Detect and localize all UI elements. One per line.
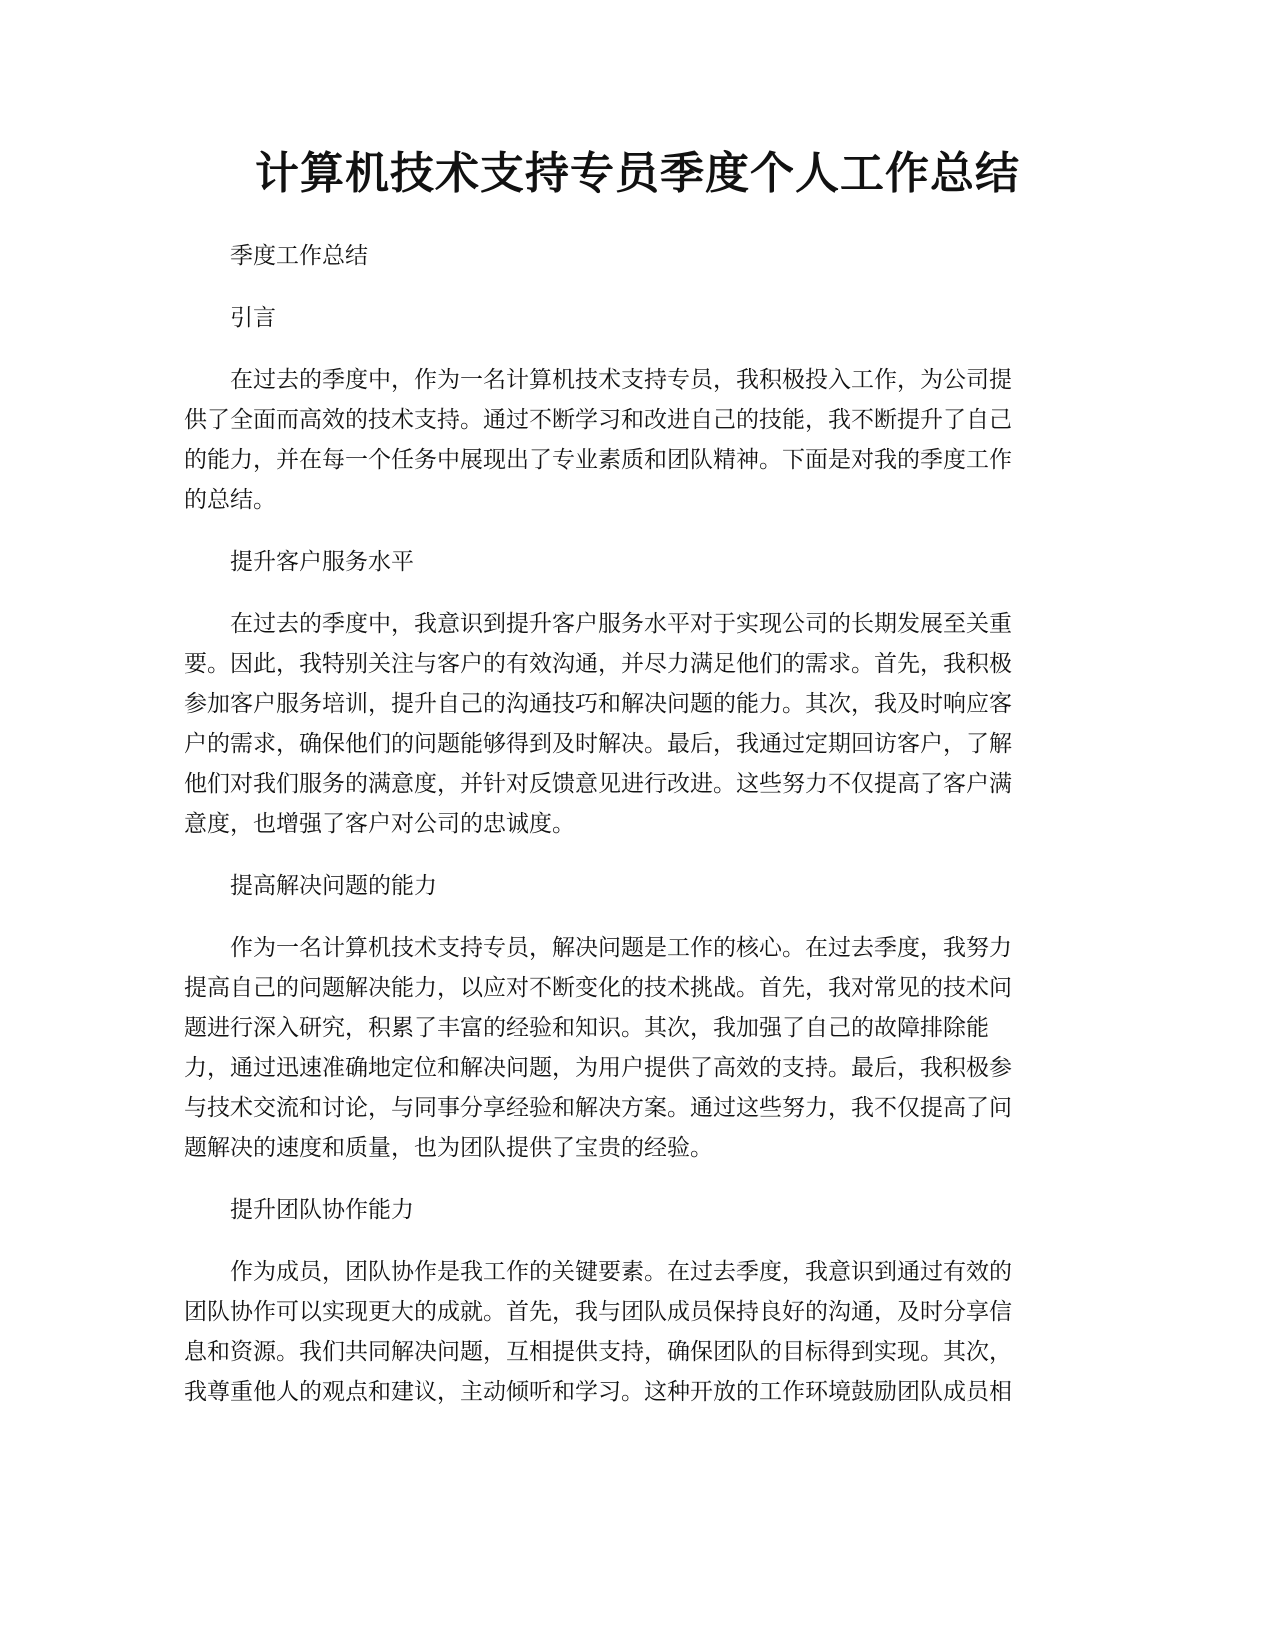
paragraph	[184, 604, 1084, 844]
paragraph	[184, 1252, 1084, 1412]
section-heading: 提升团队协作能力	[230, 1197, 414, 1223]
paragraph-line: 供了全面而高效的技术支持。通过不断学习和改进自己的技能，我不断提升了自己	[184, 407, 1012, 433]
paragraph-line: 息和资源。我们共同解决问题，互相提供支持，确保团队的目标得到实现。其次，	[184, 1339, 1012, 1365]
paragraph	[184, 360, 1084, 520]
paragraph-line: 要。因此，我特别关注与客户的有效沟通，并尽力满足他们的需求。首先，我积极	[184, 651, 1012, 677]
paragraph-line: 团队协作可以实现更大的成就。首先，我与团队成员保持良好的沟通，及时分享信	[184, 1299, 1012, 1325]
section-heading: 提高解决问题的能力	[230, 873, 437, 899]
paragraph-line: 题解决的速度和质量，也为团队提供了宝贵的经验。	[184, 1135, 713, 1161]
paragraph-line: 作为一名计算机技术支持专员，解决问题是工作的核心。在过去季度，我努力	[230, 935, 1012, 961]
paragraph-line: 在过去的季度中，作为一名计算机技术支持专员，我积极投入工作，为公司提	[230, 367, 1012, 393]
paragraph-line: 力，通过迅速准确地定位和解决问题，为用户提供了高效的支持。最后，我积极参	[184, 1055, 1012, 1081]
paragraph-line: 在过去的季度中，我意识到提升客户服务水平对于实现公司的长期发展至关重	[230, 611, 1012, 637]
paragraph-line: 与技术交流和讨论，与同事分享经验和解决方案。通过这些努力，我不仅提高了问	[184, 1095, 1012, 1121]
section-heading: 提升客户服务水平	[230, 549, 414, 575]
paragraph-line: 参加客户服务培训，提升自己的沟通技巧和解决问题的能力。其次，我及时响应客	[184, 691, 1012, 717]
document-title: 计算机技术支持专员季度个人工作总结	[255, 148, 1020, 199]
paragraph-line: 提高自己的问题解决能力，以应对不断变化的技术挑战。首先，我对常见的技术问	[184, 975, 1012, 1001]
paragraph-line: 的能力，并在每一个任务中展现出了专业素质和团队精神。下面是对我的季度工作	[184, 447, 1012, 473]
paragraph-line: 题进行深入研究，积累了丰富的经验和知识。其次，我加强了自己的故障排除能	[184, 1015, 989, 1041]
paragraph-line: 我尊重他人的观点和建议，主动倾听和学习。这种开放的工作环境鼓励团队成员相	[184, 1379, 1012, 1405]
section-heading: 引言	[230, 305, 276, 331]
paragraph-line: 他们对我们服务的满意度，并针对反馈意见进行改进。这些努力不仅提高了客户满	[184, 771, 1012, 797]
document-body	[184, 236, 1084, 1434]
paragraph	[184, 928, 1084, 1168]
paragraph-line: 户的需求，确保他们的问题能够得到及时解决。最后，我通过定期回访客户，了解	[184, 731, 1012, 757]
paragraph-line: 作为成员，团队协作是我工作的关键要素。在过去季度，我意识到通过有效的	[230, 1259, 1012, 1285]
section-heading: 季度工作总结	[230, 243, 368, 269]
paragraph-line: 的总结。	[184, 487, 276, 513]
paragraph-line: 意度，也增强了客户对公司的忠诚度。	[184, 811, 575, 837]
